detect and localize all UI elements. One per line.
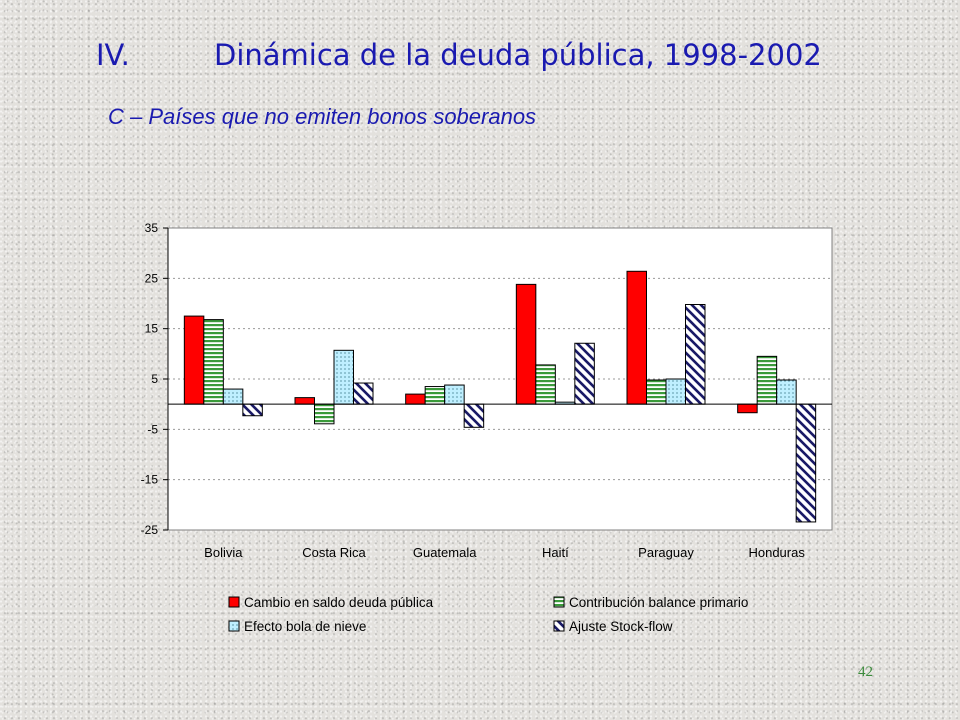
- bar: [627, 271, 647, 404]
- y-tick-label: 35: [144, 221, 158, 235]
- bar: [243, 404, 262, 416]
- bar: [575, 343, 595, 404]
- bar: [204, 320, 224, 405]
- y-axis-ticks: [141, 221, 168, 537]
- bar: [666, 379, 686, 404]
- legend-label: Contribución balance primario: [569, 595, 749, 610]
- y-tick-label: 5: [151, 372, 158, 386]
- legend: [229, 595, 748, 634]
- bar: [425, 387, 445, 405]
- x-category-label: Guatemala: [412, 545, 477, 560]
- y-tick-label: -25: [140, 523, 158, 537]
- bar: [464, 404, 484, 427]
- legend-swatch: [229, 597, 239, 607]
- bar: [516, 284, 536, 404]
- bar: [647, 380, 667, 404]
- x-axis-labels: [204, 545, 805, 560]
- x-category-label: Costa Rica: [302, 545, 366, 560]
- bar: [334, 350, 354, 404]
- bar: [796, 404, 816, 522]
- legend-label: Efecto bola de nieve: [244, 619, 367, 634]
- y-tick-label: -5: [147, 422, 158, 437]
- bar: [315, 404, 335, 424]
- bar: [184, 316, 204, 404]
- bar: [295, 398, 315, 405]
- bar: [406, 394, 426, 404]
- y-tick-label: -15: [140, 472, 158, 487]
- bar: [686, 305, 706, 405]
- legend-swatch: [554, 621, 564, 631]
- bar: [757, 356, 777, 404]
- y-tick-label: 15: [144, 321, 158, 336]
- x-category-label: Bolivia: [204, 545, 243, 560]
- legend-label: Cambio en saldo deuda pública: [244, 595, 434, 610]
- bar: [445, 385, 465, 404]
- title-text: Dinámica de la deuda pública, 1998-2002: [214, 38, 822, 72]
- bar: [738, 404, 758, 413]
- x-category-label: Paraguay: [638, 545, 694, 560]
- plot-area: [168, 228, 832, 530]
- title-number: IV.: [96, 38, 130, 72]
- bar: [354, 383, 374, 404]
- page-number: 42: [858, 664, 873, 680]
- legend-swatch: [229, 621, 239, 631]
- x-category-label: Haití: [541, 545, 569, 560]
- legend-label: Ajuste Stock-flow: [569, 619, 673, 634]
- y-tick-label: 25: [144, 271, 158, 286]
- legend-swatch: [554, 597, 564, 607]
- bar: [777, 380, 797, 404]
- slide-subtitle: C – Países que no emiten bonos soberanos: [108, 104, 537, 129]
- bar: [223, 389, 243, 404]
- bar: [536, 365, 556, 404]
- x-category-label: Honduras: [748, 545, 805, 560]
